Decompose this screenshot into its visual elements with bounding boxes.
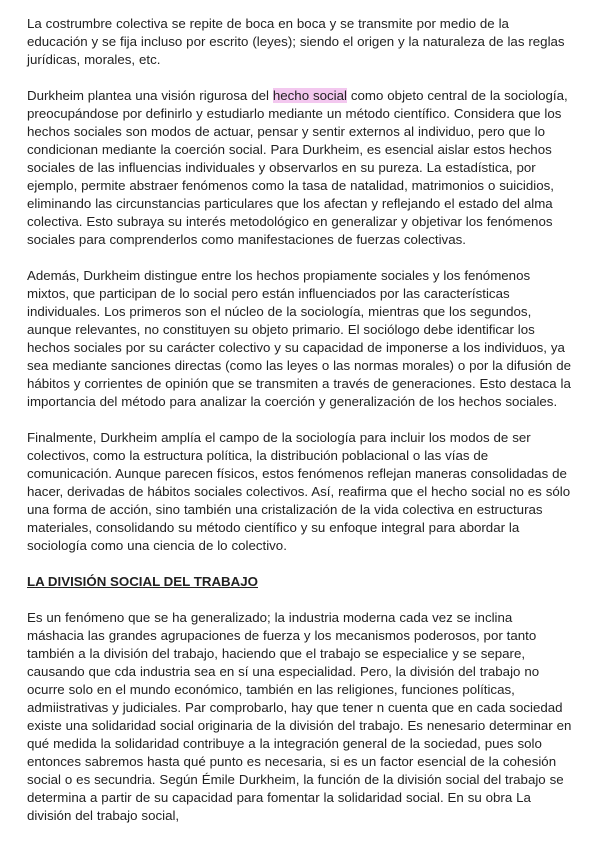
paragraph-social-fact (27, 87, 572, 249)
paragraph-division-of-labor: Es un fenómeno que se ha generalizado; la industria moderna cada vez se inclina máshacia las grandes agrupaciones de fuerza y los mecanismos poderosos, por tanto también a la división del trabajo, haciendo que el trabajo se especialice y se separe, causando que cda industria sea en sí una especialidad. Pero, la división del trabajo no ocurre solo en el mundo económico, también en las religiones, funciones políticas, admiistrativas y judiciales. Par comprobarlo, hay que tener n cuenta que en cada sociedad existe una solidaridad social originaria de la división del trabajo. Es nenesario determinar en qué medida la solidaridad contribuye a la integración general de la sociedad, pues solo entonces sabremos hasta qué punto es necesaria, si es un factor esencial de la cohesión social o es secundria. Según Émile Durkheim, la función de la división social del trabajo se determina a partir de su capacidad para fomentar la solidaridad social. En su obra La división del trabajo social, (27, 610, 572, 823)
paragraph-collective-custom: La costrumbre colectiva se repite de boca en boca y se transmite por medio de la educación y se fija incluso por escrito (leyes); siendo el origen y la naturaleza de las reglas jurídicas, morales, etc. (27, 16, 565, 67)
paragraph-social-fact-rest: como objeto central de la sociología, preocupándose por definirlo y estudiarlo mediante un método científico. Considera que los hechos sociales son modos de actuar, pensar y sentir externos al individuo, pero que lo condicionan mediante la coerción social. Para Durkheim, es esencial aislar estos hechos sociales de las influencias individuales y observarlos en su pureza. La estadística, por ejemplo, permite abstraer fenómenos como la tasa de natalidad, matrimonios o suicidios, eliminando las circunstancias particulares que los afectan y reflejando el estado del alma colectiva. Esto subraya su interés metodológico en generalizar y objetivar los fenómenos sociales para comprenderlos como manifestaciones de fuerzas colectivas. (27, 88, 568, 247)
document-body (27, 15, 572, 843)
paragraph-mixed-phenomena: Además, Durkheim distingue entre los hechos propiamente sociales y los fenómenos mixtos, que participan de lo social pero están influenciados por las características individuales. Los primeros son el núcleo de la sociología, mientras que los segundos, aunque relevantes, no constituyen su objeto primario. El sociólogo debe identificar los hechos sociales por su carácter colectivo y su capacidad de imponerse a los individuos, ya sea mediante sanciones directas (como las leyes o las normas morales) o por la difusión de hábitos y corrientes de opinión que se transmiten a través de generaciones. Esto destaca la importancia del método para analizar la coerción y generalización de los hechos sociales. (27, 268, 572, 409)
paragraph-social-fact-start: Durkheim plantea una visión rigurosa del (27, 88, 273, 103)
paragraph-collective-ways: Finalmente, Durkheim amplía el campo de la sociología para incluir los modos de ser colectivos, como la estructura política, la distribución poblacional o las vías de comunicación. Aunque parecen físicos, estos fenómenos reflejan maneras consolidadas de hacer, derivadas de hábitos sociales colectivos. Así, reafirma que el hecho social no es sólo una forma de acción, sino también una cristalización de la vida colectiva en estructuras materiales, consolidando su método científico y su enfoque integral para abordar la sociología como una ciencia de lo colectivo. (27, 430, 571, 553)
section-heading: LA DIVISIÓN SOCIAL DEL TRABAJO (27, 574, 258, 589)
highlighted-text: hecho social (272, 88, 347, 103)
